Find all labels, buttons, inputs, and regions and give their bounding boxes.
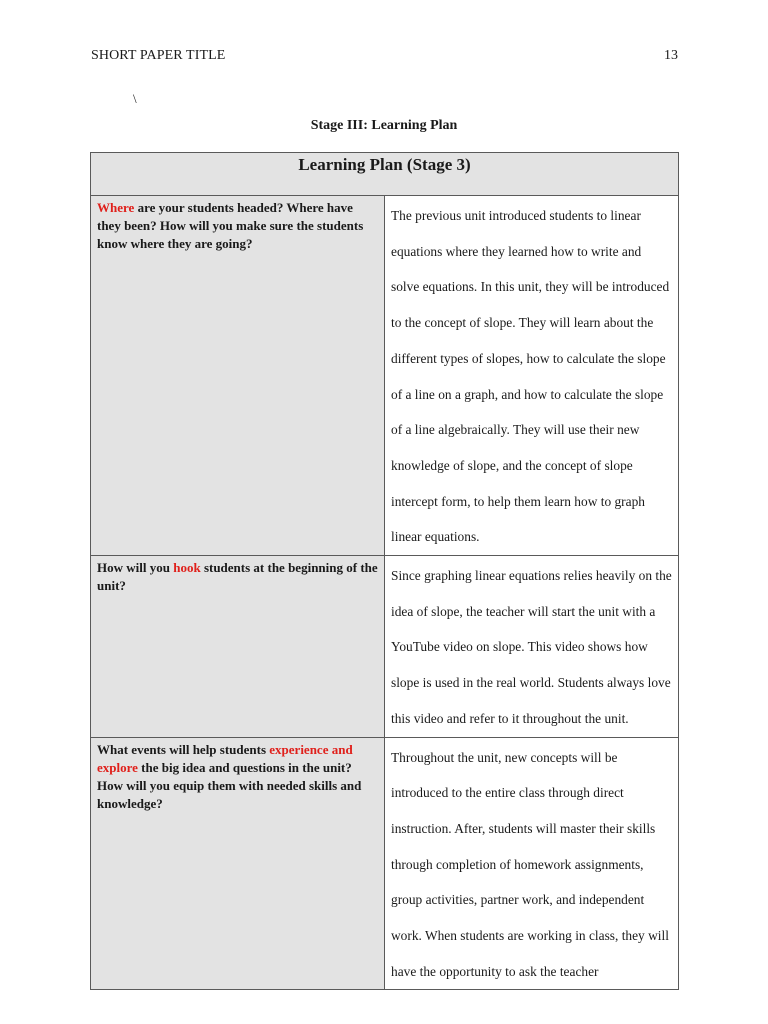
question-text: are your students headed? Where have they been? How will you make sure the students know where they are going? <box>97 200 364 251</box>
question-highlight: experience and explore <box>97 741 353 775</box>
table-row <box>91 196 679 556</box>
section-title: Stage III: Learning Plan <box>310 118 458 133</box>
question-text: How will you <box>97 560 174 576</box>
running-head-title: SHORT PAPER TITLE <box>91 48 226 63</box>
question-cell <box>91 556 385 738</box>
answer-cell: The previous unit introduced students to linear equations where they learned how to write and solve equations. In this unit, they will be introduced to the concept of slope. They will learn about the different types of slopes, how to calculate the slope of a line on a graph, and how to calculate the slope of a line algebraically. They will use their new knowledge of slope, and the concept of slope intercept form, to help them learn how to graph linear equations. <box>385 196 679 556</box>
question-text: students at the beginning of the unit? <box>97 560 378 594</box>
question-cell <box>91 737 385 990</box>
table-row <box>91 737 679 990</box>
question-text: What events will help students <box>97 741 270 757</box>
answer-cell: Throughout the unit, new concepts will be introduced to the entire class through direct instruction. After, students will master their skills through completion of homework assignments, group activities, partner work, and independent work. When students are working in class, they will have the opportunity to ask the teacher <box>385 737 679 990</box>
question-cell <box>91 196 385 556</box>
page-number: 13 <box>664 48 678 63</box>
learning-plan-table <box>90 152 679 990</box>
stray-mark: \ <box>133 91 137 106</box>
answer-cell: Since graphing linear equations relies heavily on the idea of slope, the teacher will start the unit with a YouTube video on slope. This video shows how slope is used in the real world. Students always love this video and refer to it throughout the unit. <box>385 556 679 738</box>
table-row <box>91 556 679 738</box>
question-text: the big idea and questions in the unit? How will you equip them with needed skills and knowledge? <box>97 759 362 811</box>
table-title: Learning Plan (Stage 3) <box>91 153 679 196</box>
question-highlight: hook <box>173 560 201 576</box>
question-highlight: Where <box>97 200 135 215</box>
